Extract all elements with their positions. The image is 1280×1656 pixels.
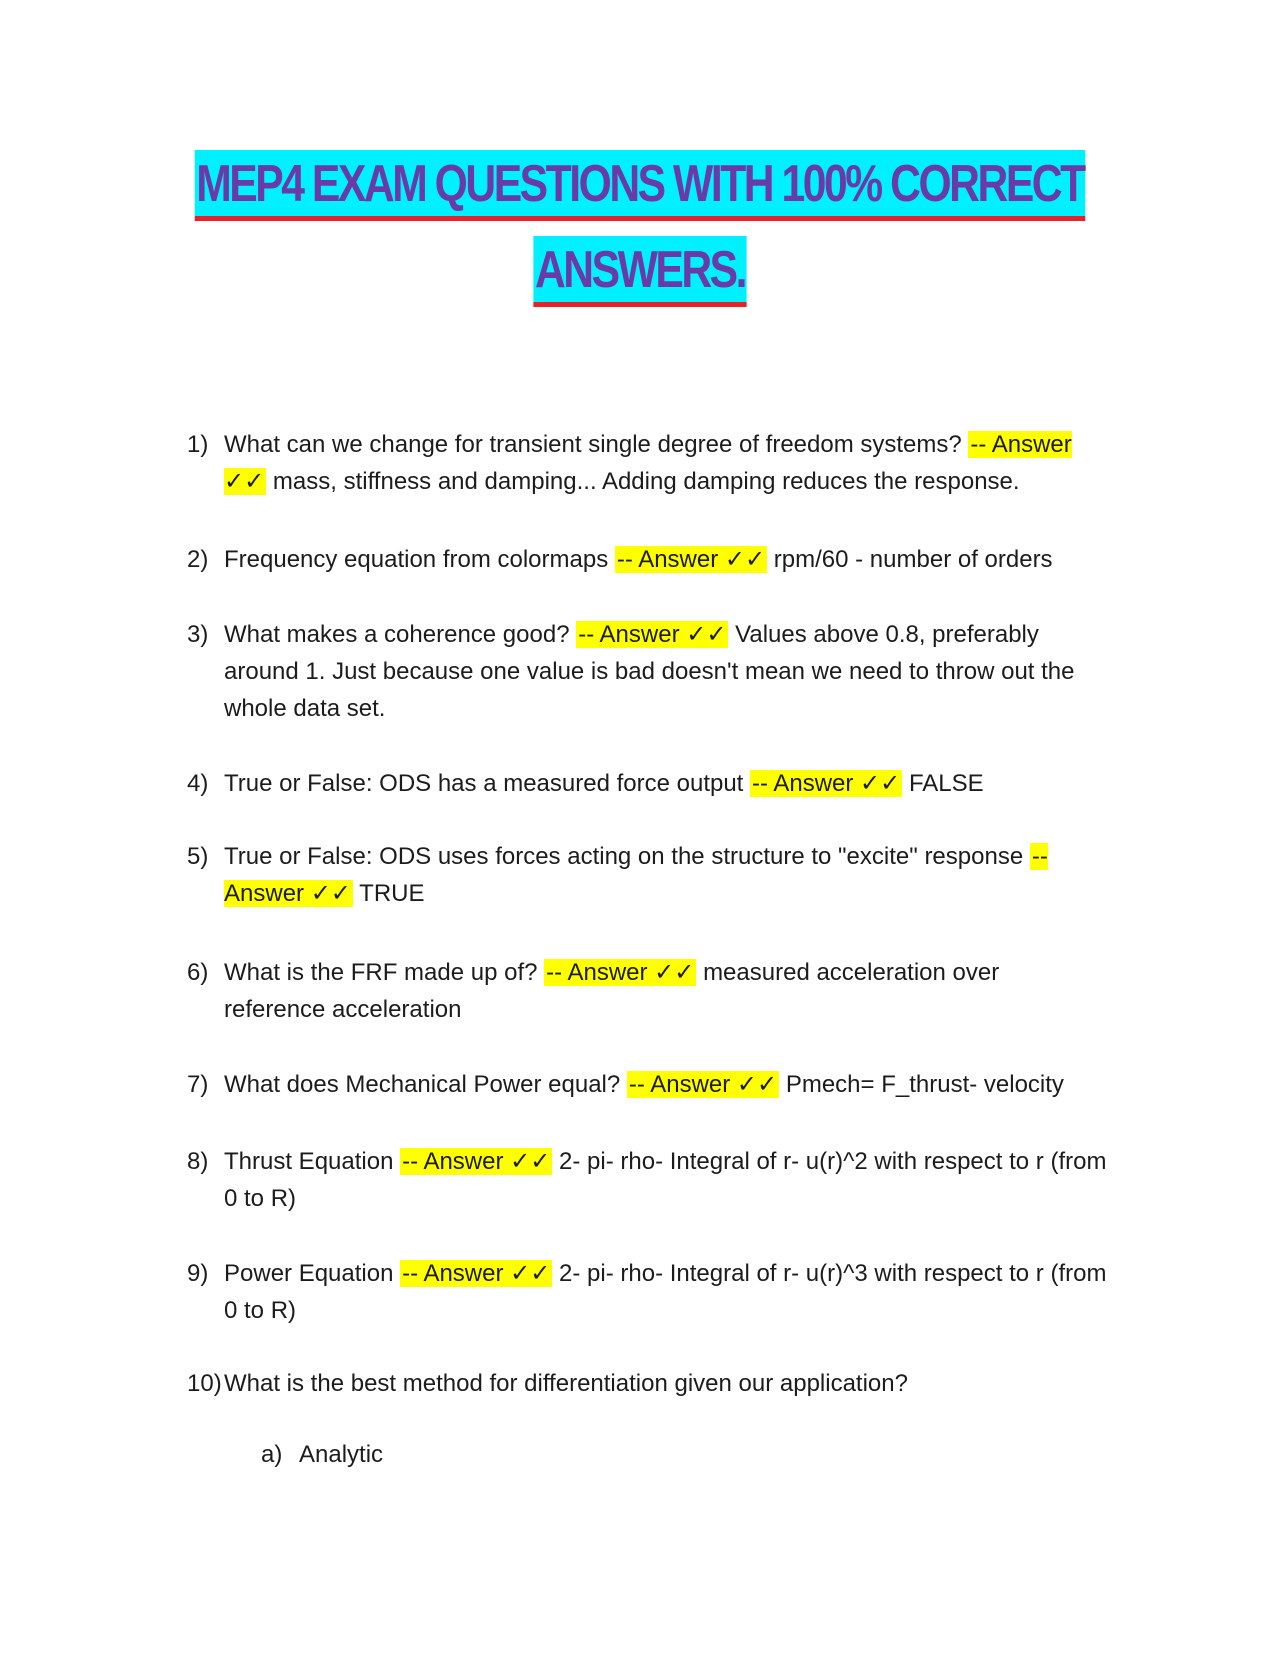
question-number: 10) xyxy=(187,1370,222,1397)
option-letter: a) xyxy=(261,1441,283,1468)
answer-marker: -- Answer ✓✓ xyxy=(628,1071,778,1098)
title-text-1: MEP4 EXAM QUESTIONS WITH 100% CORRECT xyxy=(195,150,1086,221)
question-text: Power Equation -- Answer ✓✓ 2- pi- rho- Integral of r- u(r)^3 with respect to r (from 0 to R) xyxy=(224,1260,1107,1324)
question-number: 1) xyxy=(187,431,209,458)
option-text: Analytic xyxy=(299,1441,384,1468)
question-2 xyxy=(187,541,1107,578)
question-number: 5) xyxy=(187,843,209,870)
answer-marker: -- Answer ✓✓ xyxy=(546,959,695,986)
question-4 xyxy=(187,765,1107,802)
question-5 xyxy=(187,838,1107,912)
question-number: 2) xyxy=(187,546,209,573)
question-text: What makes a coherence good? -- Answer ✓✓ Values above 0.8, preferably around 1. Just because one value is bad doesn't mean we need to throw out the whole data set. xyxy=(224,621,1075,722)
question-text: Frequency equation from colormaps -- Answer ✓✓ rpm/60 - number of orders xyxy=(224,546,1053,573)
question-text: What is the best method for differentiation given our application? xyxy=(224,1370,908,1397)
question-text: Thrust Equation -- Answer ✓✓ 2- pi- rho- Integral of r- u(r)^2 with respect to r (from 0 to R) xyxy=(224,1148,1107,1212)
document-title-line-2 xyxy=(115,236,1165,307)
title-text-2: ANSWERS. xyxy=(533,236,746,307)
question-number: 6) xyxy=(187,959,209,986)
question-number: 8) xyxy=(187,1148,209,1175)
question-text: What is the FRF made up of? -- Answer ✓✓ measured acceleration over reference acceleration xyxy=(224,959,1000,1023)
question-text: True or False: ODS has a measured force output -- Answer ✓✓ FALSE xyxy=(224,770,984,797)
answer-text: mass, stiffness and damping... Adding damping reduces the response. xyxy=(272,468,1020,495)
answer-text: Values above 0.8, preferably around 1. Just because one value is bad doesn't mean we need to throw out the whole data set. xyxy=(224,621,1075,722)
answer-marker: -- Answer ✓✓ xyxy=(224,843,1048,907)
question-1 xyxy=(187,426,1107,500)
answer-marker: -- Answer ✓✓ xyxy=(616,546,766,573)
document-title-line-1 xyxy=(115,150,1165,221)
question-number: 3) xyxy=(187,621,209,648)
question-9 xyxy=(187,1255,1107,1329)
option-a xyxy=(261,1436,383,1473)
question-3 xyxy=(187,616,1107,727)
question-text: True or False: ODS uses forces acting on the structure to "excite" response -- Answer ✓✓ TRUE xyxy=(224,843,1048,907)
question-text: What can we change for transient single degree of freedom systems? -- Answer ✓✓ mass, stiffness and damping... Adding damping reduces the response. xyxy=(224,431,1072,495)
question-number: 7) xyxy=(187,1071,209,1098)
question-6 xyxy=(187,954,1107,1028)
answer-text: Pmech= F_thrust- velocity xyxy=(785,1071,1064,1098)
answer-marker: -- Answer ✓✓ xyxy=(752,770,901,797)
answer-marker: -- Answer ✓✓ xyxy=(402,1148,551,1175)
answer-text: rpm/60 - number of orders xyxy=(773,546,1053,573)
answer-text: 2- pi- rho- Integral of r- u(r)^3 with respect to r (from 0 to R) xyxy=(224,1260,1107,1324)
question-7 xyxy=(187,1066,1107,1103)
question-number: 9) xyxy=(187,1260,209,1287)
question-8 xyxy=(187,1143,1107,1217)
question-text: What does Mechanical Power equal? -- Answer ✓✓ Pmech= F_thrust- velocity xyxy=(224,1071,1064,1098)
answer-text: measured acceleration over reference acceleration xyxy=(224,959,1000,1023)
answer-text: TRUE xyxy=(359,880,425,907)
answer-text: 2- pi- rho- Integral of r- u(r)^2 with respect to r (from 0 to R) xyxy=(224,1148,1107,1212)
answer-marker: -- Answer ✓✓ xyxy=(402,1260,551,1287)
answer-marker: -- Answer ✓✓ xyxy=(578,621,727,648)
question-number: 4) xyxy=(187,770,209,797)
answer-text: FALSE xyxy=(908,770,984,797)
question-10 xyxy=(187,1365,1107,1402)
answer-marker: -- Answer ✓✓ xyxy=(224,431,1072,495)
